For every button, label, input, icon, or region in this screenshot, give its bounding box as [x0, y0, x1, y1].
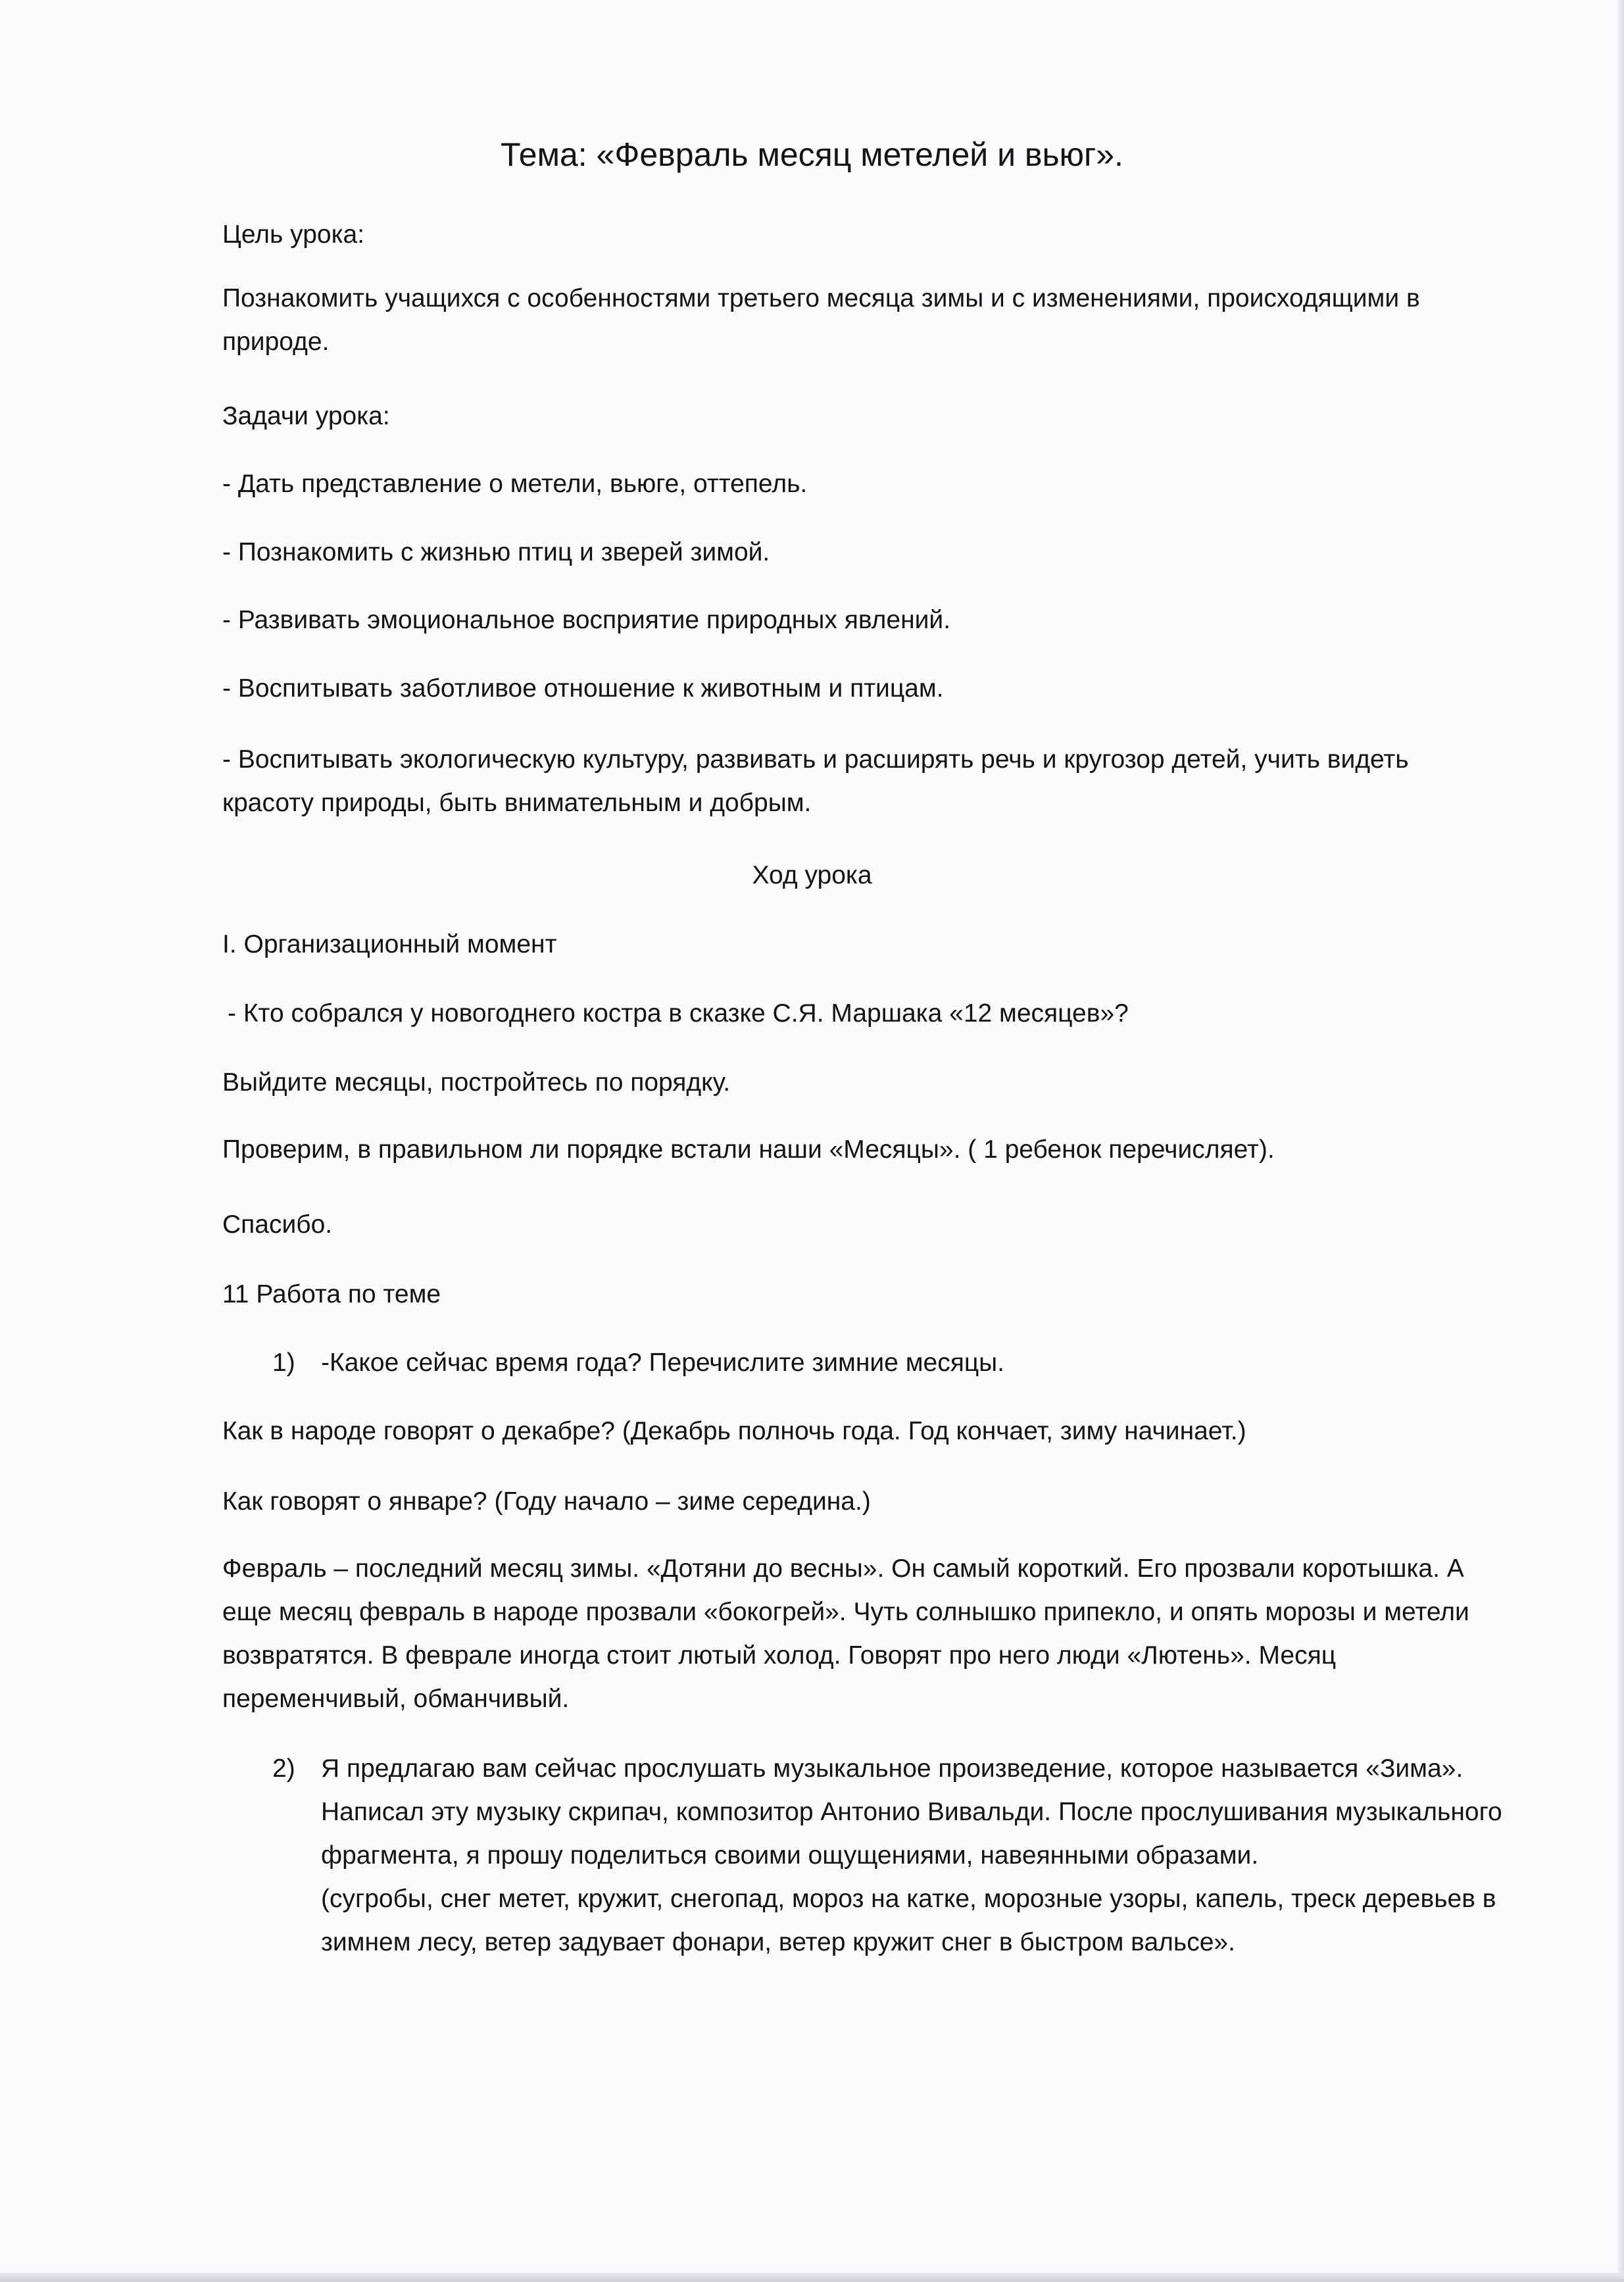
- section-heading: 11 Работа по теме: [222, 1280, 441, 1308]
- page-title: Тема: «Февраль месяц метелей и вьюг».: [501, 136, 1123, 173]
- list-item-text: [321, 1747, 1505, 1964]
- tasks-heading: Задачи урока:: [222, 402, 390, 430]
- text-line: Выйдите месяцы, постройтесь по порядку.: [222, 1068, 731, 1097]
- task-item: - Воспитывать экологическую культуру, развивать и расширять речь и кругозор детей, учить видеть красоту природы, быть внимательным и добрым.: [222, 745, 1409, 817]
- text-line: Как говорят о январе? (Году начало – зиме середина.): [222, 1487, 871, 1516]
- text-line: Как в народе говорят о декабре? (Декабрь полночь года. Год кончает, зиму начинает.): [222, 1417, 1246, 1445]
- task-item: - Познакомить с жизнью птиц и зверей зимой.: [222, 538, 770, 566]
- text-line: Проверим, в правильном ли порядке встали наши «Месяцы». ( 1 ребенок перечисляет).: [222, 1135, 1275, 1164]
- list-number: 1): [272, 1349, 295, 1377]
- task-item: - Дать представление о метели, вьюге, оттепель.: [222, 470, 808, 498]
- list-item-text: -Какое сейчас время года? Перечислите зимние месяцы.: [321, 1349, 1005, 1377]
- section-heading: I. Организационный момент: [222, 930, 557, 958]
- list-item-answer: (сугробы, снег метет, кружит, снегопад, мороз на катке, морозные узоры, капель, треск деревьев в зимнем лесу, ветер задувает фонари, ветер кружит снег в быстром вальсе».: [321, 1885, 1496, 1956]
- question-line: - Кто собрался у новогоднего костра в сказке С.Я. Маршака «12 месяцев»?: [228, 999, 1129, 1028]
- lesson-heading: Ход урока: [752, 861, 872, 889]
- text-line: Спасибо.: [222, 1210, 333, 1239]
- goal-text: Познакомить учащихся с особенностями третьего месяца зимы и с изменениями, происходящими в природе.: [222, 284, 1420, 356]
- scan-edge-right: [1617, 0, 1624, 2282]
- scan-edge-bottom: [0, 2273, 1624, 2282]
- task-item: - Воспитывать заботливое отношение к животным и птицам.: [222, 674, 944, 703]
- task-item: - Развивать эмоциональное восприятие природных явлений.: [222, 606, 951, 634]
- list-number: 2): [272, 1754, 295, 1783]
- goal-heading: Цель урока:: [222, 220, 365, 249]
- list-item-body: Я предлагаю вам сейчас прослушать музыкальное произведение, которое называется «Зима». Написал эту музыку скрипач, композитор Антонио Вивальди. После прослушивания музыкального фрагмента, я прошу поделиться своими ощущениями, навеянными образами.: [321, 1754, 1502, 1870]
- paragraph: Февраль – последний месяц зимы. «Дотяни до весны». Он самый короткий. Его прозвали коротышка. А еще месяц февраль в народе прозвали «бокогрей». Чуть солнышко припекло, и опять морозы и метели возвратятся. В феврале иногда стоит лютый холод. Говорят про него люди «Лютень». Месяц переменчивый, обманчивый.: [222, 1554, 1469, 1713]
